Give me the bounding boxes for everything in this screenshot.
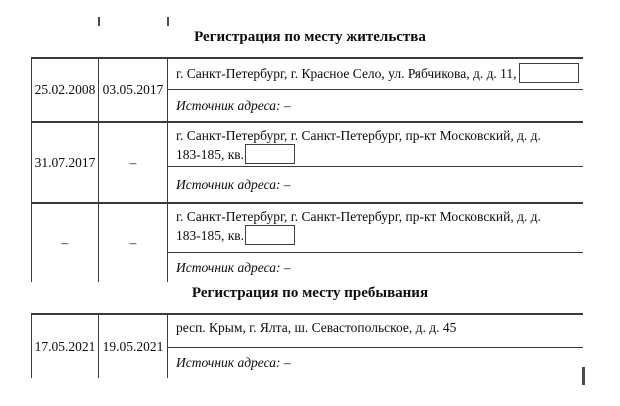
section-title-stay: Регистрация по месту пребывания: [191, 285, 429, 301]
date-to-value: –: [129, 235, 137, 250]
date-to-cell: [99, 204, 168, 282]
date-to-cell: [99, 315, 168, 378]
section-title-residence: Регистрация по месту жительства: [194, 29, 426, 45]
address-source-text: Источник адреса: –: [168, 252, 583, 282]
date-from-value: 25.02.2008: [34, 82, 96, 97]
table-line-stub-top-left: [98, 17, 100, 26]
date-to-cell: [99, 59, 168, 121]
address-source-text: Источник адреса: –: [168, 347, 583, 378]
address-value: г. Санкт-Петербург, г. Красное Село, ул. Рябчикова, д. д. 11,: [176, 66, 517, 81]
address-cell: [168, 315, 583, 378]
table-row: [32, 315, 583, 378]
address-text: [168, 123, 583, 166]
address-text: [168, 315, 583, 347]
date-to-cell: [99, 123, 168, 202]
date-from-cell: [32, 123, 99, 202]
redacted-value-box: [519, 63, 579, 83]
table-row: [32, 121, 583, 202]
address-value: г. Санкт-Петербург, г. Санкт-Петербург, пр-кт Московский, д. д. 183-185, кв.: [176, 128, 541, 162]
residence-registration-table: [31, 57, 583, 282]
address-cell: [168, 204, 583, 282]
date-from-value: 17.05.2021: [34, 338, 96, 354]
date-to-value: –: [129, 154, 137, 170]
date-from-cell: [32, 59, 99, 121]
redacted-value-box: [245, 144, 295, 164]
date-from-value: 31.07.2017: [34, 154, 96, 170]
date-to-value: 03.05.2017: [102, 82, 164, 97]
address-cell: [168, 123, 583, 202]
address-source-text: Источник адреса: –: [168, 166, 583, 202]
address-cell: [168, 59, 583, 121]
address-source-text: Источник адреса: –: [168, 89, 583, 121]
table-line-stub-bottom-right: [582, 367, 585, 385]
date-from-cell: [32, 204, 99, 282]
date-to-value: 19.05.2021: [102, 338, 164, 354]
address-value: респ. Крым, г. Ялта, ш. Севастопольское, д. д. 45: [176, 320, 457, 335]
date-from-value: –: [61, 235, 69, 250]
date-from-cell: [32, 315, 99, 378]
address-value: г. Санкт-Петербург, г. Санкт-Петербург, пр-кт Московский, д. д. 183-185, кв.: [176, 209, 541, 243]
table-line-stub-top-right: [167, 17, 169, 26]
table-row: [32, 59, 583, 121]
table-row: [32, 202, 583, 282]
address-text: [168, 204, 583, 252]
stay-registration-table: [31, 313, 583, 378]
redacted-value-box: [245, 225, 295, 245]
address-text: [168, 59, 583, 89]
